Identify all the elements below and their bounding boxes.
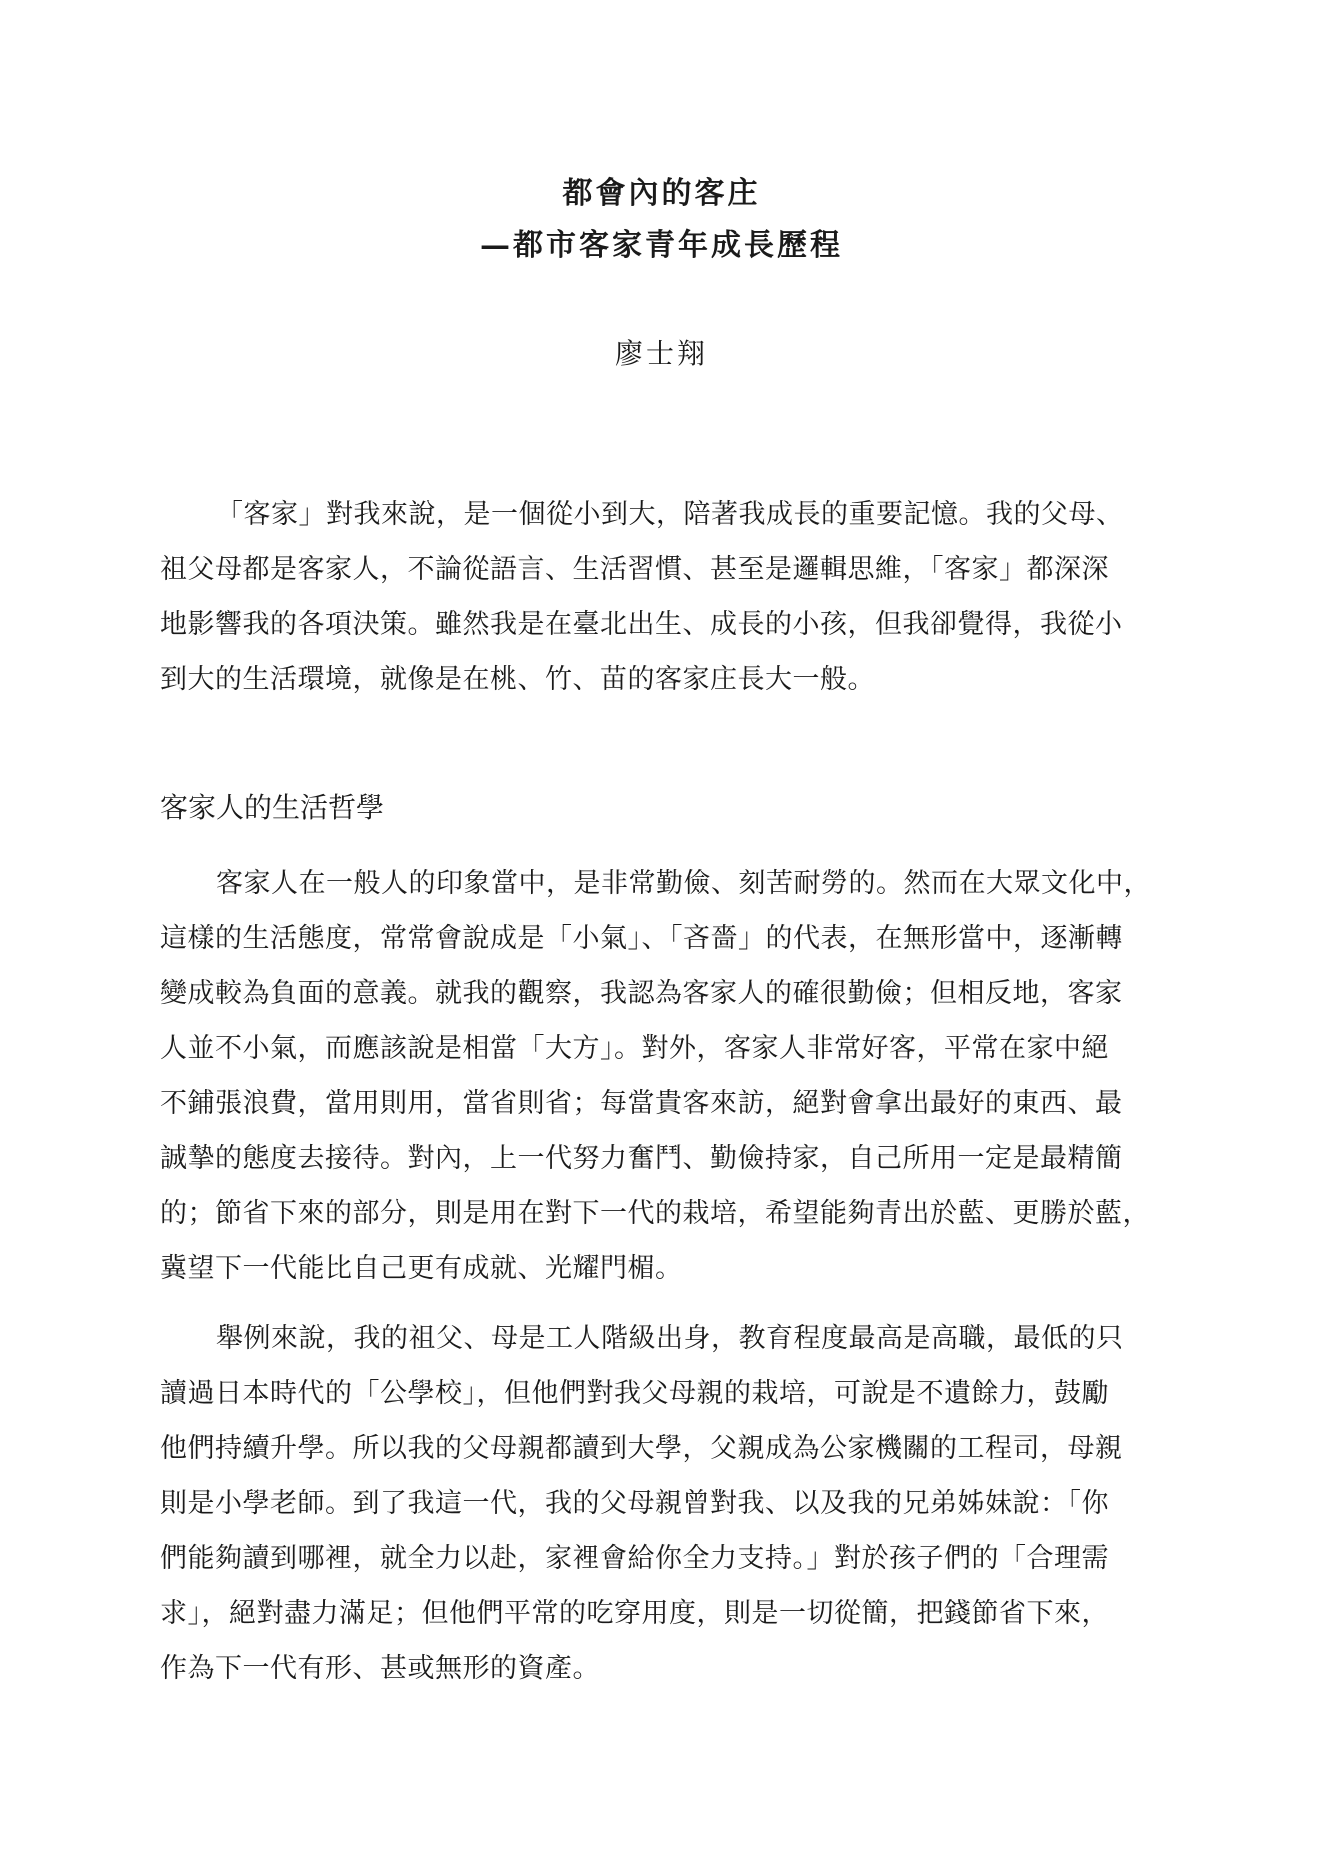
paragraph-line: 到大的生活環境，就像是在桃、竹、苗的客家庄長大一般。 <box>160 664 875 695</box>
paragraph-line: 作為下一代有形、甚或無形的資產。 <box>160 1653 600 1684</box>
paragraph-line: 這樣的生活態度，常常會說成是「小氣」、「吝嗇」的代表，在無形當中，逐漸轉 <box>160 923 1123 954</box>
paragraph-line: 的；節省下來的部分，則是用在對下一代的栽培，希望能夠青出於藍、更勝於藍， <box>160 1198 1150 1229</box>
paragraph-line: 地影響我的各項決策。雖然我是在臺北出生、成長的小孩，但我卻覺得，我從小 <box>160 609 1123 640</box>
intro-paragraph <box>160 487 1170 707</box>
paragraph-line: 求」，絕對盡力滿足；但他們平常的吃穿用度，則是一切從簡，把錢節省下來， <box>160 1598 1109 1629</box>
paragraph-line: 變成較為負面的意義。就我的觀察，我認為客家人的確很勤儉；但相反地，客家 <box>160 978 1123 1009</box>
paragraph-line: 舉例來說，我的祖父、母是工人階級出身，教育程度最高是高職，最低的只 <box>216 1323 1124 1354</box>
paragraph-line: 則是小學老師。到了我這一代，我的父母親曾對我、以及我的兄弟姊妹說：「你 <box>160 1488 1109 1519</box>
paragraph-line: 讀過日本時代的「公學校」，但他們對我父母親的栽培，可說是不遺餘力，鼓勵 <box>160 1378 1109 1409</box>
paragraph-line: 不鋪張浪費，當用則用，當省則省；每當貴客來訪，絕對會拿出最好的東西、最 <box>160 1088 1123 1119</box>
document-subtitle: —都市客家青年成長歷程 <box>480 228 843 263</box>
paragraph-line: 誠摯的態度去接待。對內，上一代努力奮鬥、勤儉持家，自己所用一定是最精簡 <box>160 1143 1123 1174</box>
paragraph-line: 人並不小氣，而應該說是相當「大方」。對外，客家人非常好客，平常在家中絕 <box>160 1033 1109 1064</box>
paragraph-line: 祖父母都是客家人，不論從語言、生活習慣、甚至是邏輯思維，「客家」都深深 <box>160 554 1109 585</box>
author-name: 廖士翔 <box>614 337 708 370</box>
section-paragraph-2 <box>160 1311 1170 1696</box>
paragraph-line: 「客家」對我來說，是一個從小到大，陪著我成長的重要記憶。我的父母、 <box>216 499 1124 530</box>
section-paragraph-1 <box>160 856 1170 1296</box>
document-title: 都會內的客庄 <box>562 176 761 211</box>
paragraph-line: 客家人在一般人的印象當中，是非常勤儉、刻苦耐勞的。然而在大眾文化中， <box>216 868 1151 899</box>
section-heading: 客家人的生活哲學 <box>160 791 385 824</box>
paragraph-line: 冀望下一代能比自己更有成就、光耀門楣。 <box>160 1253 683 1284</box>
paragraph-line: 他們持續升學。所以我的父母親都讀到大學，父親成為公家機關的工程司，母親 <box>160 1433 1123 1464</box>
paragraph-line: 們能夠讀到哪裡，就全力以赴，家裡會給你全力支持。」對於孩子們的「合理需 <box>160 1543 1109 1574</box>
